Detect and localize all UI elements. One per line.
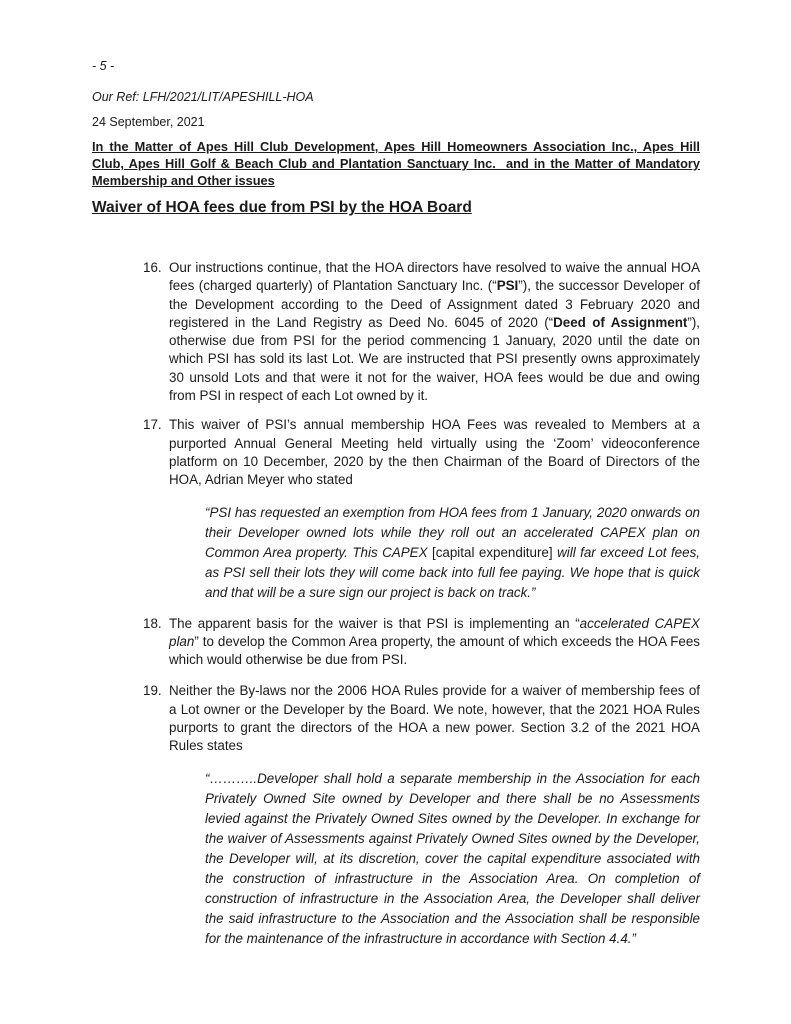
date-line: 24 September, 2021	[92, 115, 205, 129]
our-ref-line: Our Ref: LFH/2021/LIT/APESHILL-HOA	[92, 90, 314, 104]
paragraph-19-text: Neither the By-laws nor the 2006 HOA Rules provide for a waiver of membership fees of a Lot owner or the Developer by the Board. We note, however, that the 2021 HOA Rules purports to grant the directors of the HOA a new power. Section 3.2 of the 2021 HOA Rules states	[169, 683, 700, 754]
quote-block-section-3-2: “………..Developer shall hold a separate membership in the Association for each Privately Owned Site owned by Developer and there shall be no Assessments levied against the Privately Owned Sites owned by the Developer. In exchange for the waiver of Assessments against Privately Owned Sites owned by the Developer, the Developer will, at its discretion, cover the capital expenditure associated with the construction of infrastructure in the Association Area. On completion of construction of infrastructure in the Association Area, the Developer shall deliver the said infrastructure to the Association and the Association shall be responsible for the maintenance of the infrastructure in accordance with Section 4.4.”	[205, 770, 700, 946]
section-heading: Waiver of HOA fees due from PSI by the HOA Board	[92, 199, 472, 216]
matter-title: In the Matter of Apes Hill Club Development, Apes Hill Homeowners Association Inc., Apes Hill Club, Apes Hill Golf & Beach Club and Plantation Sanctuary Inc. and in the Matter of Mandatory Membership and Other issues	[92, 139, 700, 188]
paragraph-16-number: 16.	[143, 260, 162, 275]
document-body	[92, 259, 700, 949]
paragraph-17-text: This waiver of PSI’s annual membership HOA Fees was revealed to Members at a purported Annual General Meeting held virtually using the ‘Zoom’ videoconference platform on 10 December, 2020 by the then Chairman of the Board of Directors of the HOA, Adrian Meyer who stated	[169, 417, 700, 488]
paragraph-16	[92, 259, 700, 405]
paragraph-18	[92, 615, 700, 670]
page-number: - 5 -	[92, 59, 115, 73]
paragraph-18-text: The apparent basis for the waiver is that PSI is implementing an “accelerated CAPEX plan” to develop the Common Area property, the amount of which exceeds the HOA Fees which would otherwise be due from PSI.	[169, 615, 700, 668]
paragraph-17	[92, 416, 700, 489]
paragraph-16-text: Our instructions continue, that the HOA directors have resolved to waive the annual HOA fees (charged quarterly) of Plantation Sanctuary Inc. (“PSI”), the successor Developer of the Development according to the Deed of Assignment dated 3 February 2020 and registered in the Land Registry as Deed No. 6045 of 2020 (“Deed of Assignment”), otherwise due from PSI for the period commencing 1 January, 2020 until the date on which PSI has sold its last Lot. We are instructed that PSI presently owns approximately 30 unsold Lots and that were it not for the waiver, HOA fees would be due and owing from PSI in respect of each Lot owned by it.	[169, 260, 700, 404]
paragraph-19	[92, 682, 700, 755]
paragraph-17-number: 17.	[143, 417, 162, 433]
paragraph-19-number: 19.	[143, 683, 162, 699]
paragraph-18-number: 18.	[143, 615, 162, 631]
quote-block-meyer-statement: “PSI has requested an exemption from HOA fees from 1 January, 2020 onwards on their Developer owned lots while they roll out an accelerated CAPEX plan on Common Area property. This CAPEX [capital expenditure] will far exceed Lot fees, as PSI sell their lots they will come back into full fee paying. We hope that is quick and that will be a sure sign our project is back on track.”	[205, 504, 700, 600]
